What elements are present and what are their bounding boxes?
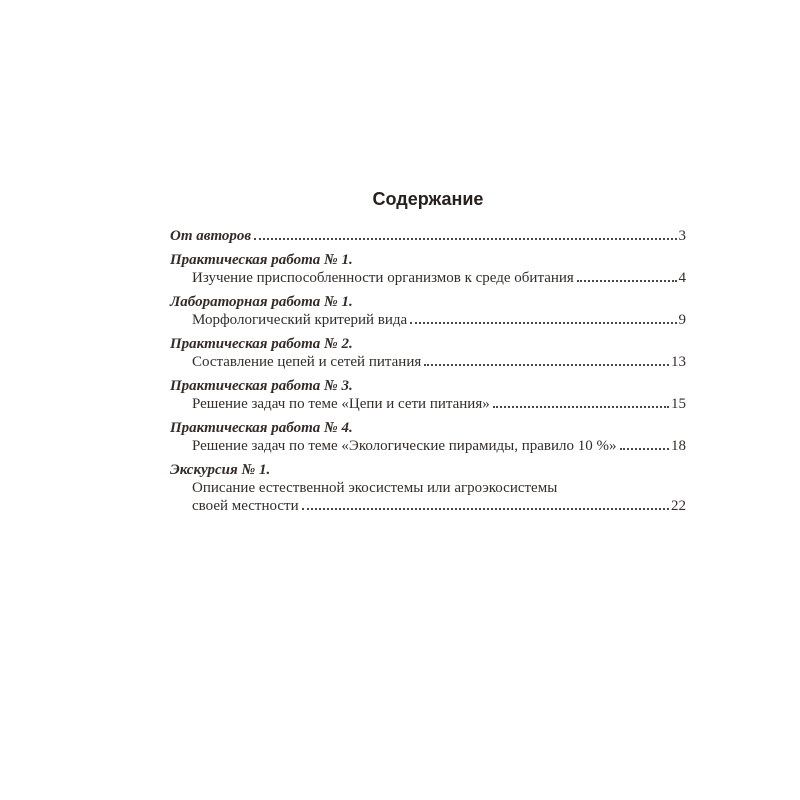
- toc-entry-line: [170, 269, 686, 287]
- toc-entry: [170, 335, 686, 371]
- toc-entry-line: [170, 251, 686, 269]
- entry-text: своей местности: [192, 498, 299, 514]
- entry-text: Решение задач по теме «Цепи и сети питания»: [192, 396, 490, 412]
- dotted-leader: [493, 406, 669, 408]
- entry-heading: От авторов: [170, 228, 252, 244]
- toc-entry-line: [170, 461, 686, 479]
- toc-list: [170, 227, 686, 515]
- entry-text: Морфологический критерий вида: [192, 312, 408, 328]
- page-number: 22: [671, 498, 686, 514]
- entry-text: Описание естественной экосистемы или агроэкосистемы: [192, 480, 558, 496]
- dotted-leader: [410, 322, 676, 324]
- page-number: 18: [671, 438, 686, 454]
- dotted-leader: [254, 238, 676, 240]
- toc-entry-line: [170, 353, 686, 371]
- dotted-leader: [577, 280, 677, 282]
- toc-entry-line: [170, 293, 686, 311]
- entry-heading: Практическая работа № 2.: [170, 336, 353, 352]
- toc-entry: [170, 251, 686, 287]
- page-number: 3: [678, 228, 686, 244]
- entry-heading: Лабораторная работа № 1.: [170, 294, 353, 310]
- toc-entry-line: [170, 335, 686, 353]
- toc-entry: [170, 293, 686, 329]
- toc-entry-line: [170, 311, 686, 329]
- toc-entry-line: [170, 497, 686, 515]
- toc-entry-line: [170, 419, 686, 437]
- toc-entry-line: [170, 479, 686, 497]
- toc-entry: [170, 377, 686, 413]
- entry-heading: Экскурсия № 1.: [170, 462, 271, 478]
- toc-entry: [170, 419, 686, 455]
- entry-text: Решение задач по теме «Экологические пирамиды, правило 10 %»: [192, 438, 617, 454]
- dotted-leader: [620, 448, 670, 450]
- entry-text: Составление цепей и сетей питания: [192, 354, 422, 370]
- toc-entry-line: [170, 437, 686, 455]
- toc-entry-line: [170, 377, 686, 395]
- entry-heading: Практическая работа № 1.: [170, 252, 353, 268]
- toc-entry-line: [170, 227, 686, 245]
- toc-entry: [170, 461, 686, 515]
- page-number: 9: [678, 312, 686, 328]
- contents-page: [170, 188, 686, 515]
- toc-entry: [170, 227, 686, 245]
- entry-text: Изучение приспособленности организмов к среде обитания: [192, 270, 574, 286]
- page-number: 15: [671, 396, 686, 412]
- page-number: 13: [671, 354, 686, 370]
- page-number: 4: [678, 270, 686, 286]
- entry-heading: Практическая работа № 4.: [170, 420, 353, 436]
- entry-heading: Практическая работа № 3.: [170, 378, 353, 394]
- toc-entry-line: [170, 395, 686, 413]
- dotted-leader: [302, 508, 669, 510]
- page-title: Содержание: [372, 189, 484, 209]
- dotted-leader: [424, 364, 669, 366]
